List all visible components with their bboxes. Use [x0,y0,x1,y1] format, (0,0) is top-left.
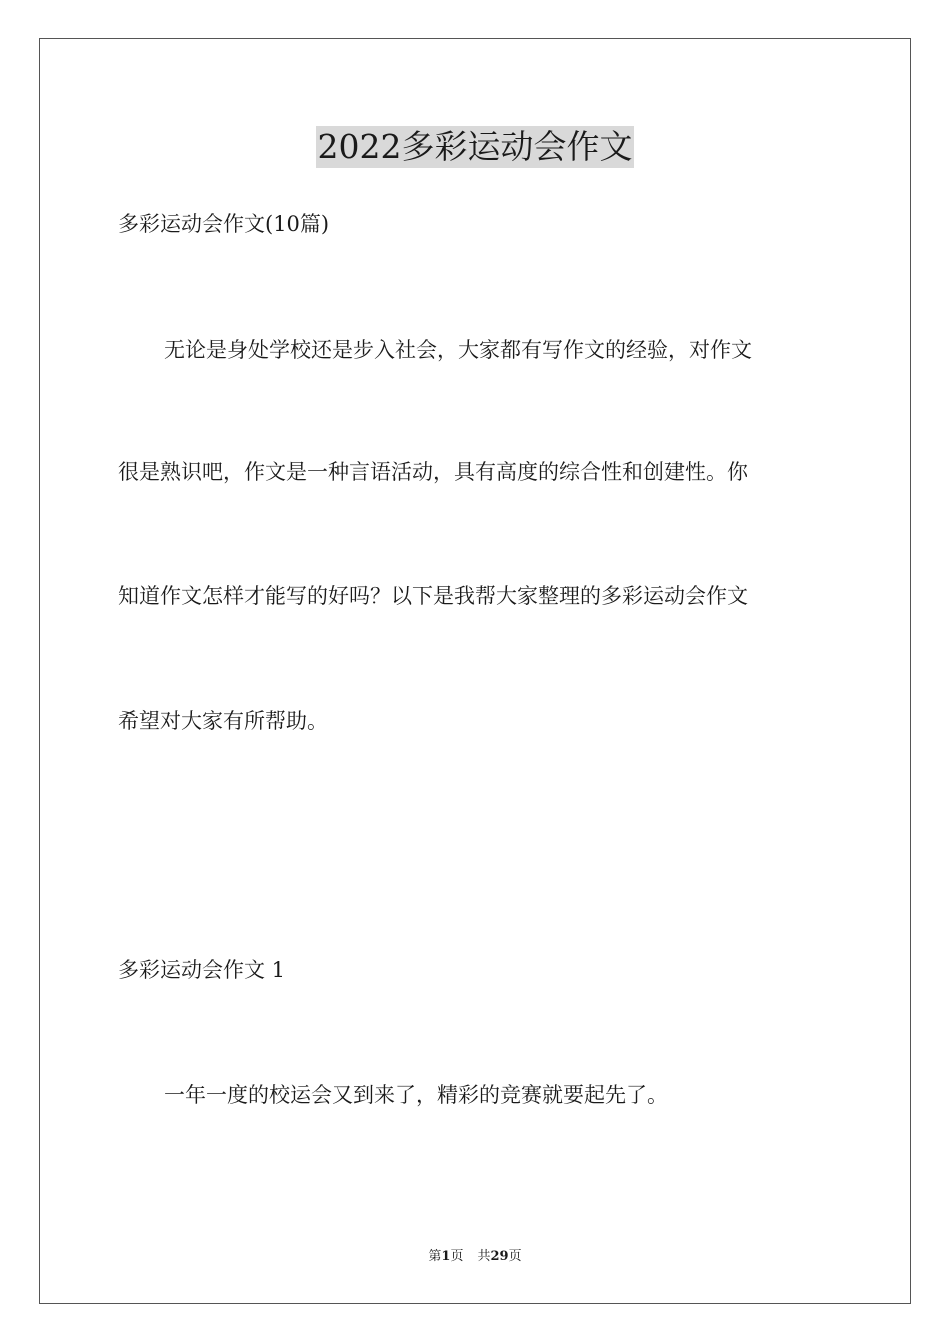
intro-line-3: 知道作文怎样才能写的好吗？以下是我帮大家整理的多彩运动会作文 [118,584,748,608]
document-subtitle: 多彩运动会作文(10篇) [118,212,330,236]
footer-page-suffix: 页 [450,1249,464,1264]
footer-page-number: 1 [441,1249,451,1264]
footer-total-prefix: 共 [477,1249,491,1264]
intro-line-2: 很是熟识吧，作文是一种言语活动，具有高度的综合性和创建性。你 [118,460,748,484]
footer-total-suffix: 页 [508,1249,522,1264]
page-footer [0,1248,950,1266]
intro-line-4: 希望对大家有所帮助。 [118,709,328,733]
document-title [0,126,950,168]
section-heading: 多彩运动会作文 1 [118,958,286,982]
document-title-text: 2022多彩运动会作文 [317,127,633,166]
intro-line-1: 无论是身处学校还是步入社会，大家都有写作文的经验，对作文 [164,338,752,362]
footer-page-prefix: 第 [428,1249,442,1264]
footer-total-pages: 29 [490,1249,509,1264]
section-paragraph-line-1: 一年一度的校运会又到来了，精彩的竞赛就要起先了。 [164,1083,668,1107]
